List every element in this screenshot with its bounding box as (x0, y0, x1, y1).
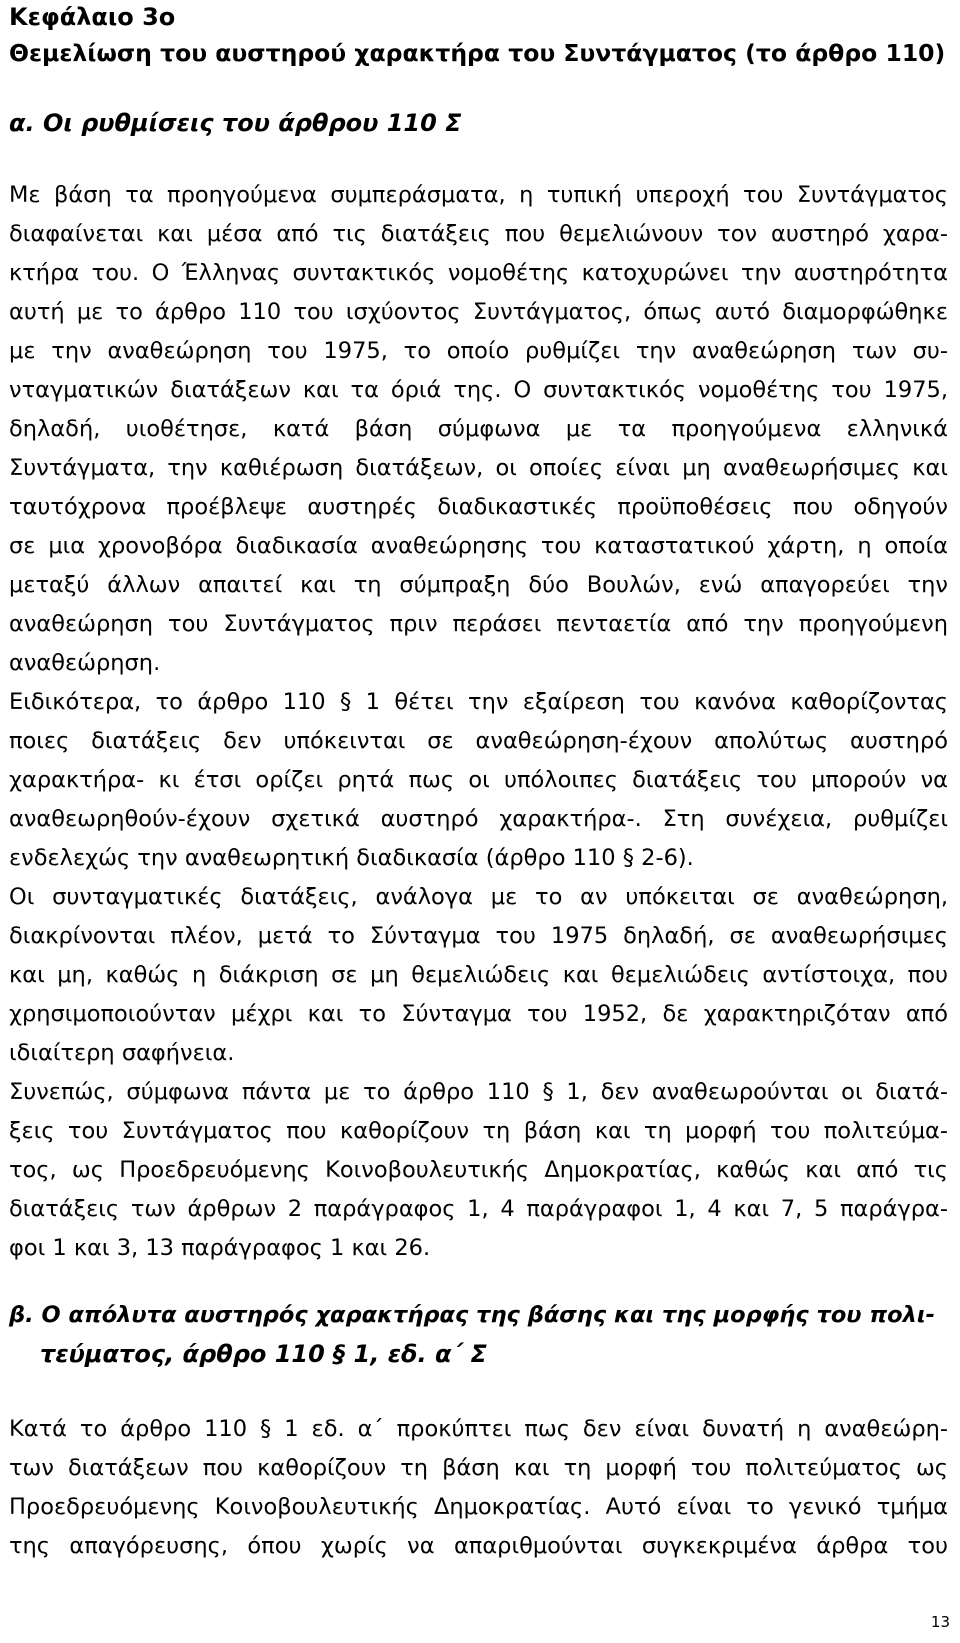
body-line: ξεις του Συντάγματος που καθορίζουν τη βάση και τη μορφή του πολιτεύμα- (9, 1118, 948, 1144)
body-line: κτήρα του. Ο Έλληνας συντακτικός νομοθέτης κατοχυρώνει την αυστηρότητα (9, 260, 948, 286)
body-line: δηλαδή, υιοθέτησε, κατά βάση σύμφωνα με τα προηγούμενα ελληνικά (9, 416, 948, 442)
body-line: Κατά το άρθρο 110 § 1 εδ. α΄ προκύπτει πως δεν είναι δυνατή η αναθεώρη- (9, 1416, 948, 1442)
body-line: τος, ως Προεδρευόμενης Κοινοβουλευτικής Δημοκρατίας, καθώς και από τις (9, 1157, 948, 1183)
body-line: χαρακτήρα- κι έτσι ορίζει ρητά πως οι υπόλοιπες διατάξεις του μπορούν να (9, 767, 948, 793)
body-line: των διατάξεων που καθορίζουν τη βάση και τη μορφή του πολιτεύματος ως (9, 1455, 948, 1481)
body-line: Ειδικότερα, το άρθρο 110 § 1 θέτει την εξαίρεση του κανόνα καθορίζοντας (9, 689, 948, 715)
body-line: ταυτόχρονα προέβλεψε αυστηρές διαδικαστικές προϋποθέσεις που οδηγούν (9, 494, 948, 520)
body-line: με την αναθεώρηση του 1975, το οποίο ρυθμίζει την αναθεώρηση των συ- (9, 338, 948, 364)
body-line: μεταξύ άλλων απαιτεί και τη σύμπραξη δύο Βουλών, ενώ απαγορεύει την (9, 572, 948, 598)
body-line: αυτή με το άρθρο 110 του ισχύοντος Συντάγματος, όπως αυτό διαμορφώθηκε (9, 299, 948, 325)
body-line: χρησιμοποιούνταν μέχρι και το Σύνταγμα του 1952, δε χαρακτηριζόταν από (9, 1001, 948, 1027)
body-line: και μη, καθώς η διάκριση σε μη θεμελιώδεις και θεμελιώδεις αντίστοιχα, που (9, 962, 948, 988)
body-line: της απαγόρευσης, όπου χωρίς να απαριθμούνται συγκεκριμένα άρθρα του (9, 1533, 948, 1559)
section-b-heading: β. Ο απόλυτα αυστηρός χαρακτήρας της βάσης και της μορφής του πολι- (9, 1302, 935, 1328)
body-line: διατάξεις των άρθρων 2 παράγραφος 1, 4 παράγραφοι 1, 4 και 7, 5 παράγρα- (9, 1196, 948, 1222)
body-line: αναθεωρηθούν-έχουν σχετικά αυστηρό χαρακτήρα-. Στη συνέχεια, ρυθμίζει (9, 806, 948, 832)
body-line: Συνεπώς, σύμφωνα πάντα με το άρθρο 110 § 1, δεν αναθεωρούνται οι διατά- (9, 1079, 948, 1105)
section-a-heading: α. Οι ρυθμίσεις του άρθρου 110 Σ (9, 109, 462, 137)
body-line: σε μια χρονοβόρα διαδικασία αναθεώρησης του καταστατικού χάρτη, η οποία (9, 533, 948, 559)
body-line: ιδιαίτερη σαφήνεια. (9, 1040, 235, 1066)
body-line: Με βάση τα προηγούμενα συμπεράσματα, η τυπική υπεροχή του Συντάγματος (9, 182, 948, 208)
body-line: φοι 1 και 3, 13 παράγραφος 1 και 26. (9, 1235, 431, 1261)
page-number: 13 (930, 1613, 950, 1631)
body-line: διαφαίνεται και μέσα από τις διατάξεις που θεμελιώνουν τον αυστηρό χαρα- (9, 221, 948, 247)
body-line: ενδελεχώς την αναθεωρητική διαδικασία (άρθρο 110 § 2-6). (9, 845, 694, 871)
section-b-heading: τεύματος, άρθρο 110 § 1, εδ. α΄ Σ (40, 1340, 487, 1368)
body-line: αναθεώρηση του Συντάγματος πριν περάσει πενταετία από την προηγούμενη (9, 611, 948, 637)
chapter-title: Κεφάλαιο 3ο (9, 3, 176, 31)
body-line: διακρίνονται πλέον, μετά το Σύνταγμα του 1975 δηλαδή, σε αναθεωρήσιμες (9, 923, 948, 949)
body-line: Προεδρευόμενης Κοινοβουλευτικής Δημοκρατίας. Αυτό είναι το γενικό τμήμα (9, 1494, 948, 1520)
body-line: Οι συνταγματικές διατάξεις, ανάλογα με το αν υπόκειται σε αναθεώρηση, (9, 884, 948, 910)
body-line: αναθεώρηση. (9, 650, 161, 676)
body-line: ποιες διατάξεις δεν υπόκεινται σε αναθεώρηση-έχουν απολύτως αυστηρό (9, 728, 948, 754)
body-line: νταγματικών διατάξεων και τα όριά της. Ο συντακτικός νομοθέτης του 1975, (9, 377, 948, 403)
chapter-subtitle: Θεμελίωση του αυστηρού χαρακτήρα του Συντάγματος (το άρθρο 110) (9, 39, 946, 67)
body-line: Συντάγματα, την καθιέρωση διατάξεων, οι οποίες είναι μη αναθεωρήσιμες και (9, 455, 948, 481)
